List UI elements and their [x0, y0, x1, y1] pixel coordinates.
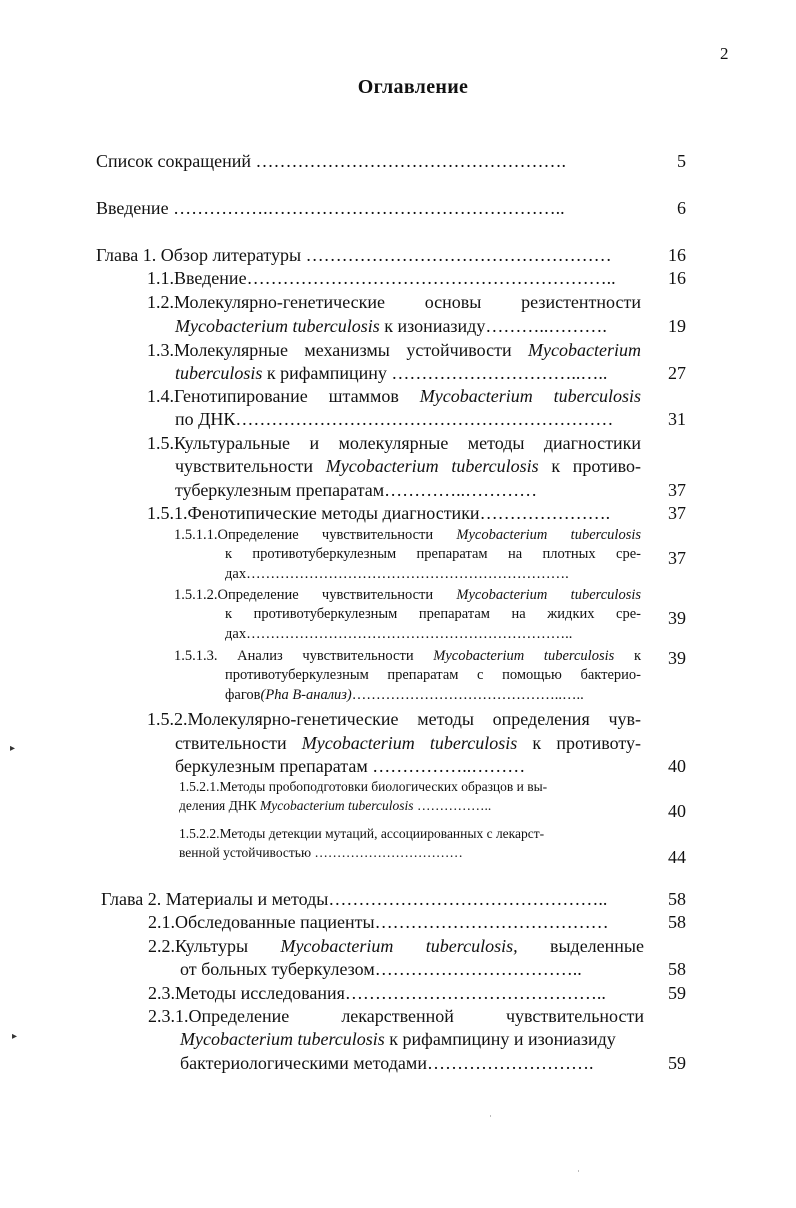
leader-dots: ………………………………………………………….. — [246, 626, 573, 642]
scan-mark-bullet-icon: ▸ — [12, 1031, 18, 1042]
organism-name: Mycobacterium tuberculosis — [433, 648, 615, 664]
entry-label: 2.2.Культуры — [148, 936, 281, 956]
page-ref: 40 — [668, 756, 686, 776]
leader-dots: ……………………………………………. — [255, 151, 566, 171]
page-ref: 6 — [677, 198, 686, 218]
organism-name: Mycobacterium tuberculosis — [456, 527, 642, 543]
leader-dots: …………………………..….. — [391, 363, 608, 383]
entry-label: Глава 2. Материалы и методы — [101, 889, 329, 909]
leader-dots: …………………………………………… — [305, 245, 612, 265]
entry-label: фагов — [225, 687, 261, 703]
page-ref: 5 — [677, 151, 686, 171]
entry-label: к рифампицину и изониазиду — [384, 1029, 616, 1049]
entry-line-1: 2.3.1.Определение лекарственной чувствительности — [148, 1006, 644, 1026]
organism-name: tuberculosis — [175, 363, 263, 383]
page-number: 2 — [720, 44, 729, 63]
page-ref: 27 — [668, 363, 686, 383]
page-ref: 31 — [668, 409, 686, 429]
entry-label: 1.1.Введение — [147, 268, 247, 288]
scan-speck — [578, 1170, 579, 1172]
leader-dots: …………………………………………………………. — [246, 566, 569, 582]
leader-dots: ……………………………………..….. — [351, 687, 584, 703]
leader-dots: ……………………………………………………… — [235, 409, 614, 429]
entry-label: к изониазиду — [379, 316, 486, 336]
entry-label: 1.5.1.3. Анализ чувствительности — [174, 648, 434, 664]
entry-line-1: 1.5.2.Молекулярно-генетические методы определения чув- — [147, 709, 641, 729]
entry-line-2: к противотуберкулезным препаратам на жидких сре- — [225, 606, 641, 622]
page-ref: 16 — [668, 245, 686, 265]
leader-dots: ………………………. — [426, 1053, 594, 1073]
page-ref: 19 — [668, 316, 686, 336]
page-ref: 58 — [668, 889, 686, 909]
leader-dots: ……………..……… — [372, 756, 526, 776]
leader-dots: …………………………… — [314, 845, 463, 860]
page-ref: 44 — [668, 847, 686, 867]
leader-dots: ……………………………………….. — [328, 889, 608, 909]
organism-name: Mycobacterium — [528, 340, 641, 360]
leader-dots: …………….. — [413, 798, 492, 813]
leader-dots: …………………………….. — [374, 959, 582, 979]
organism-name: Mycobacterium tuberculosis — [456, 587, 642, 603]
entry-label: 1.4.Генотипирование штаммов — [147, 386, 420, 406]
page-ref: 40 — [668, 801, 686, 821]
entry-label: к — [614, 648, 642, 664]
entry-label: беркулезным препаратам — [175, 756, 373, 776]
scan-speck — [490, 1115, 491, 1117]
organism-name: Mycobacterium tuberculosis — [175, 316, 380, 336]
entry-label: венной устойчивостью — [179, 845, 315, 860]
entry-label: ствительности — [175, 733, 302, 753]
organism-name: Mycobacterium tuberculosis — [259, 798, 414, 813]
method-name: (Pha B-анализ) — [260, 687, 352, 703]
organism-name: Mycobacterium tuberculosis — [325, 456, 539, 476]
page-ref: 58 — [668, 912, 686, 932]
page-ref: 16 — [668, 268, 686, 288]
page-ref: 37 — [668, 480, 686, 500]
organism-name: Mycobacterium tuberculosis, — [280, 936, 518, 956]
page-ref: 37 — [668, 548, 686, 568]
scan-mark-bullet-icon: ▸ — [10, 743, 16, 754]
entry-line-1: 1.5.Культуральные и молекулярные методы диагностики — [147, 433, 641, 453]
entry-label: дах — [225, 566, 247, 582]
entry-label: деления ДНК — [179, 798, 260, 813]
leader-dots: …………………………………………………….. — [246, 268, 616, 288]
leader-dots: …………………. — [479, 503, 611, 523]
entry-label: 2.1.Обследованные пациенты — [148, 912, 375, 932]
entry-label: туберкулезным препаратам — [175, 480, 385, 500]
entry-label: Глава 1. Обзор литературы — [96, 245, 306, 265]
leader-dots: ………………………………… — [374, 912, 609, 932]
page-ref: 59 — [668, 983, 686, 1003]
entry-label: 1.5.1.2.Определение чувствительности — [174, 587, 457, 603]
entry-label: 1.5.1.Фенотипические методы диагностики — [147, 503, 480, 523]
entry-label: выделенные — [517, 936, 645, 956]
entry-line-2: к противотуберкулезным препаратам на плотных сре- — [225, 546, 641, 562]
entry-label: бактериологическими методами — [180, 1053, 427, 1073]
entry-label: Введение — [96, 198, 174, 218]
entry-label: чувствительности — [175, 456, 326, 476]
entry-line-1: 1.5.2.1.Методы пробоподготовки биологических образцов и вы- — [179, 779, 548, 794]
page-title: Оглавление — [357, 76, 469, 98]
entry-label: по ДНК — [175, 409, 236, 429]
entry-label: дах — [225, 626, 247, 642]
leader-dots: …………….………………………………………….. — [173, 198, 565, 218]
entry-label: 1.5.1.1.Определение чувствительности — [174, 527, 457, 543]
page-ref: 37 — [668, 503, 686, 523]
leader-dots: …………………………………….. — [344, 983, 606, 1003]
leader-dots: …………..………… — [384, 480, 538, 500]
entry-label: к рифампицину — [262, 363, 392, 383]
leader-dots: ………..………. — [485, 316, 607, 336]
page-ref: 39 — [668, 648, 686, 668]
entry-label: к противоту- — [517, 733, 641, 753]
organism-name: Mycobacterium tuberculosis — [180, 1029, 385, 1049]
page-ref: 58 — [668, 959, 686, 979]
page-ref: 39 — [668, 608, 686, 628]
entry-label: 2.3.Методы исследования — [148, 983, 345, 1003]
organism-name: Mycobacterium tuberculosis — [419, 386, 641, 406]
entry-line-2: противотуберкулезным препаратам с помощью бактерио- — [225, 667, 641, 683]
page-ref: 59 — [668, 1053, 686, 1073]
entry-line-1: 1.5.2.2.Методы детекции мутаций, ассоциированных с лекарст- — [179, 826, 545, 841]
entry-label: к противо- — [538, 456, 641, 476]
organism-name: Mycobacterium tuberculosis — [301, 733, 518, 753]
entry-line-1: 1.2.Молекулярно-генетические основы резистентности — [147, 292, 641, 312]
entry-label: 1.3.Молекулярные механизмы устойчивости — [147, 340, 529, 360]
entry-label: от больных туберкулезом — [180, 959, 375, 979]
entry-label: Список сокращений — [96, 151, 256, 171]
